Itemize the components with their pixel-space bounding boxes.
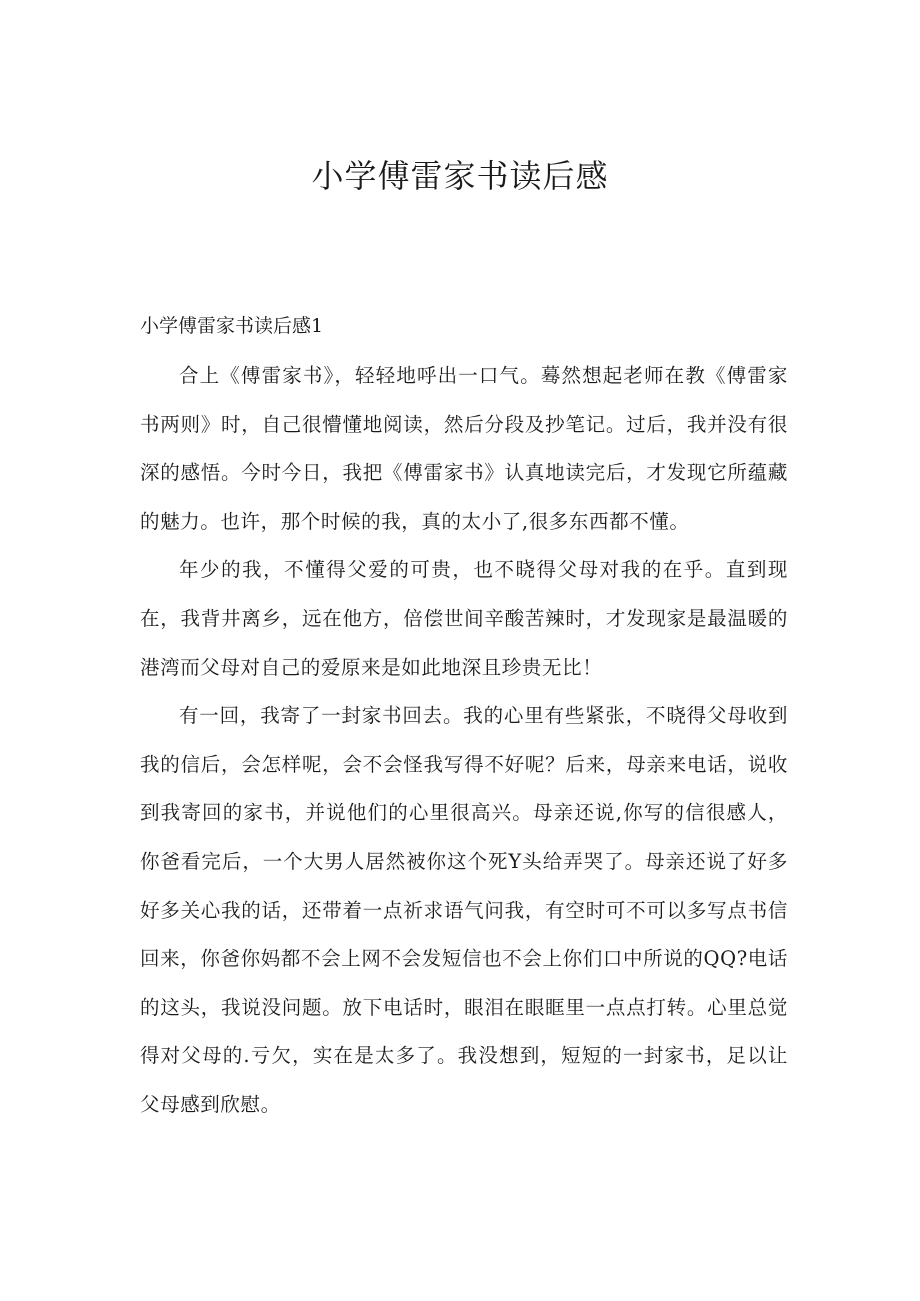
- paragraph-3: 有一回，我寄了一封家书回去。我的心里有些紧张，不晓得父母收到我的信后，会怎样呢，会不会怪我写得不好呢？后来，母亲来电话，说收到我寄回的家书，并说他们的心里很高兴。母亲还说,你写的信很感人，你爸看完后，一个大男人居然被你这个死Y头给弄哭了。母亲还说了好多好多关心我的话，还带着一点祈求语气问我，有空时可不可以多写点书信回来，你爸你妈都不会上网不会发短信也不会上你们口中所说的QQ?电话的这头，我说没问题。放下电话时，眼泪在眼眶里一点点打转。心里总觉得对父母的.亏欠，实在是太多了。我没想到，短短的一封家书，足以让父母感到欣慰。: [140, 704, 788, 1116]
- section-heading: 小学傅雷家书读后感1: [140, 315, 324, 337]
- paragraph-2: 年少的我，不懂得父爱的可贵，也不晓得父母对我的在乎。直到现在，我背井离乡，远在他方，倍偿世间辛酸苦辣时，才发现家是最温暖的港湾而父母对自己的爱原来是如此地深且珍贵无比！: [140, 558, 788, 679]
- article-body: [140, 352, 788, 1130]
- paragraph-1: 合上《傅雷家书》，轻轻地呼出一口气。蓦然想起老师在教《傅雷家书两则》时，自己很懵懂地阅读，然后分段及抄笔记。过后，我并没有很深的感悟。今时今日，我把《傅雷家书》认真地读完后，才发现它所蕴藏的魅力。也许，那个时候的我，真的太小了,很多东西都不懂。: [140, 364, 788, 533]
- page-title: 小学傅雷家书读后感: [311, 157, 609, 195]
